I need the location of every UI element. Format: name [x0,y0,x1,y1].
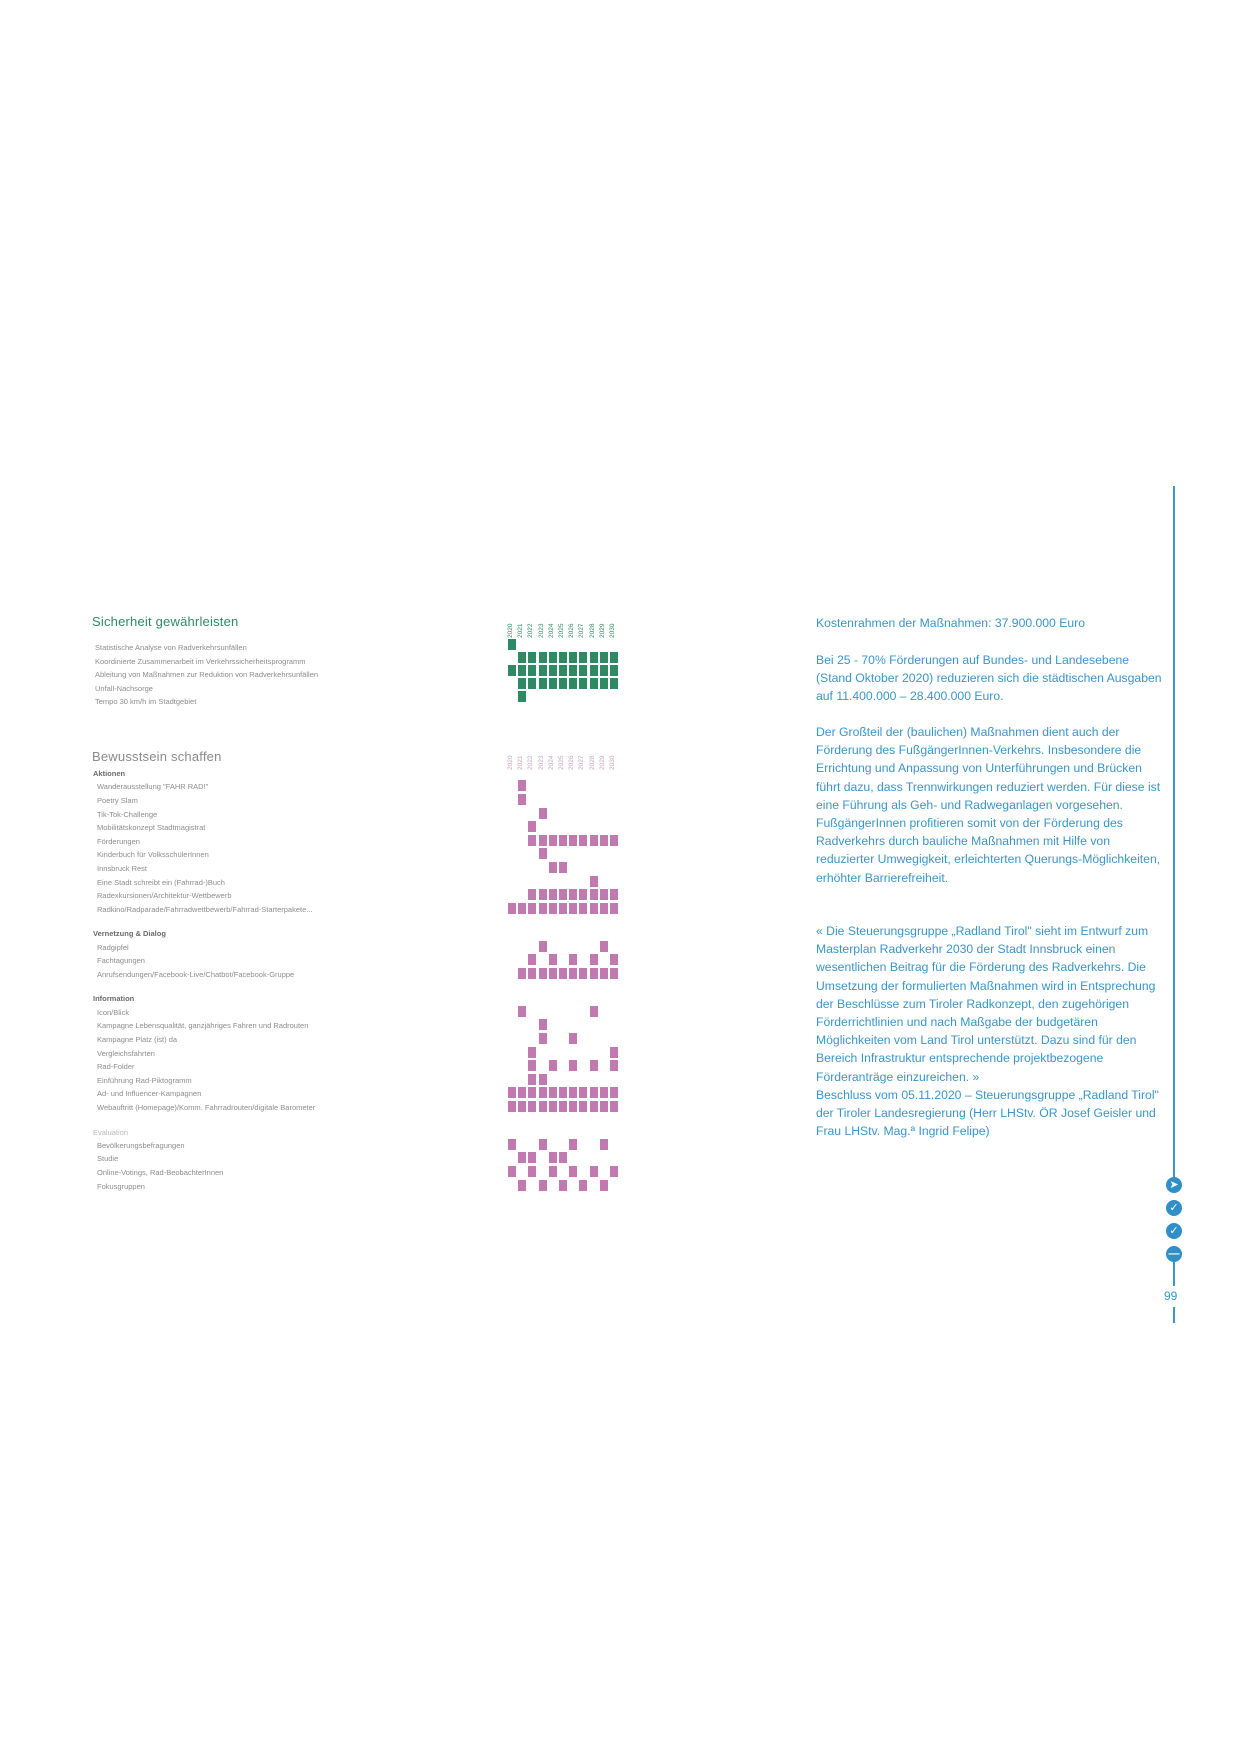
timeline-cell [610,954,618,965]
timeline-cell [549,1101,557,1112]
timeline-cell [549,1166,557,1177]
arrow-icon[interactable]: ➤ [1166,1177,1182,1193]
awareness-item: Radexkursionen/Architektur-Wettbewerb [97,891,232,901]
timeline-cell [590,968,598,979]
timeline-cell [579,1180,587,1191]
timeline-cell [559,678,567,689]
timeline-cell [569,665,577,676]
timeline-cell [590,876,598,887]
year-label: 2027 [578,623,586,638]
timeline-cell [549,903,557,914]
awareness-item: Webauftritt (Homepage)/Komm. Fahrradrouten/digitale Barometer [97,1102,316,1112]
timeline-cell [539,903,547,914]
year-label: 2024 [547,755,555,770]
timeline-cell [539,1087,547,1098]
timeline-cell [528,652,536,663]
timeline-cell [600,903,608,914]
timeline-cell [549,835,557,846]
timeline-cell [549,1060,557,1071]
awareness-item: Studie [97,1154,119,1164]
timeline-cell [508,1087,516,1098]
timeline-cell [518,794,526,805]
timeline-cell [559,889,567,900]
timeline-cell [539,1139,547,1150]
timeline-cell [528,835,536,846]
awareness-item: Vergleichsfahrten [97,1048,155,1058]
timeline-cell [518,1180,526,1191]
timeline-cell [518,780,526,791]
timeline-cell [528,1074,536,1085]
awareness-item: Fokusgruppen [97,1181,145,1191]
year-label: 2020 [507,623,514,638]
timeline-cell [549,652,557,663]
timeline-cell [518,1152,526,1163]
year-label: 2029 [598,755,606,770]
timeline-cell [508,639,516,650]
timeline-cell [559,652,567,663]
year-label: 2020 [507,755,514,770]
timeline-cell [579,1101,587,1112]
timeline-cell [539,808,547,819]
funding-paragraph [816,651,1166,706]
timeline-cell [549,954,557,965]
safety-item: Ableitung von Maßnahmen zur Reduktion von Radverkehrsunfällen [95,670,319,679]
timeline-cell [579,889,587,900]
timeline-cell [600,1087,608,1098]
awareness-group-label: Vernetzung & Dialog [93,929,166,939]
safety-item: Unfall-Nachsorge [95,683,153,693]
timeline-cell [569,652,577,663]
awareness-item: Tik-Tok-Challenge [97,809,158,819]
quote-text: « Die Steuerungsgruppe „Radland Tirol" sieht im Entwurf zum Masterplan Radverkehr 2030 der Stadt Innsbruck einen wesentlichen Beitrag für die Förderung des Radverkehrs. Die Umsetzung der formulierten Maßnahmen wird in Entsprechung der Beschlüsse zum Tiroler Radkonzept, den zugehörigen Förderrichtlinien und nach Maßgabe der budgetären Möglichkeiten vom Land Tirol unterstützt. Dazu sind für den Bereich Infrastruktur entsprechende projektbezogene Förderanträge einzureichen. » [816,924,1156,1084]
year-label: 2028 [588,623,596,638]
timeline-cell [600,889,608,900]
timeline-cell [549,889,557,900]
timeline-cell [518,1101,526,1112]
section-title-safety: Sicherheit gewährleisten [92,614,239,629]
sidebar-line-top [1173,486,1175,1178]
timeline-cell [610,1047,618,1058]
timeline-cell [508,1166,516,1177]
timeline-cell [559,903,567,914]
awareness-item: Mobilitätskonzept Stadtmagistrat [97,823,206,833]
check-icon[interactable]: ✓ [1166,1223,1182,1239]
awareness-item: Ad- und Influencer-Kampagnen [97,1089,202,1099]
timeline-cell [528,821,536,832]
timeline-cell [518,678,526,689]
timeline-cell [518,968,526,979]
timeline-cell [518,665,526,676]
timeline-cell [549,862,557,873]
timeline-cell [569,1166,577,1177]
awareness-item: Rad-Folder [97,1062,135,1072]
timeline-cell [539,835,547,846]
timeline-cell [569,954,577,965]
timeline-cell [610,968,618,979]
timeline-cell [590,954,598,965]
awareness-item: Icon/Blick [97,1007,130,1017]
timeline-cell [549,1087,557,1098]
timeline-cell [569,1033,577,1044]
timeline-cell [600,1101,608,1112]
timeline-cell [569,1101,577,1112]
awareness-group-label: Information [93,994,135,1004]
pedestrian-paragraph [816,723,1166,887]
timeline-cell [559,665,567,676]
timeline-cell [590,835,598,846]
timeline-cell [579,652,587,663]
timeline-cell [579,835,587,846]
minus-icon[interactable]: — [1166,1246,1182,1262]
timeline-cell [539,678,547,689]
timeline-cell [610,835,618,846]
cost-heading: Kostenrahmen der Maßnahmen: 37.900.000 Euro [816,616,1085,630]
timeline-cell [559,1101,567,1112]
timeline-cell [539,1180,547,1191]
timeline-cell [508,903,516,914]
timeline-cell [610,665,618,676]
awareness-item: Radgipfel [97,942,129,952]
timeline-cell [590,1166,598,1177]
timeline-cell [610,1087,618,1098]
awareness-group-label: Evaluation [93,1127,129,1137]
page-number: 99 [1164,1289,1178,1303]
year-label: 2022 [527,755,535,770]
timeline-cell [600,968,608,979]
timeline-cell [610,678,618,689]
timeline-cell [539,1033,547,1044]
timeline-cell [528,1152,536,1163]
timeline-cell [590,889,598,900]
awareness-item: Anrufsendungen/Facebook-Live/Chatbot/Facebook-Gruppe [97,969,295,979]
timeline-cell [569,1060,577,1071]
timeline-cell [549,665,557,676]
timeline-cell [590,1060,598,1071]
timeline-cell [590,1101,598,1112]
awareness-item: Wanderausstellung "FAHR RAD!" [97,782,209,792]
timeline-cell [569,903,577,914]
timeline-cell [569,1087,577,1098]
timeline-cell [579,665,587,676]
timeline-cell [528,665,536,676]
timeline-cell [600,678,608,689]
timeline-cell [539,1019,547,1030]
timeline-cell [579,678,587,689]
year-label: 2022 [527,623,535,638]
awareness-item: Kampagne Lebensqualität, ganzjähriges Fahren und Radrouten [97,1021,309,1031]
timeline-cell [610,889,618,900]
timeline-cell [518,691,526,702]
quote-source: Beschluss vom 05.11.2020 – Steuerungsgruppe „Radland Tirol" der Tiroler Landesregierung (Herr LHStv. ÖR Josef Geisler und Frau LHStv. Mag.ª Ingrid Felipe) [816,1087,1159,1139]
timeline-cell [518,1006,526,1017]
timeline-cell [610,1166,618,1177]
safety-item: Koordinierte Zusammenarbeit im Verkehrssicherheitsprogramm [95,656,306,666]
timeline-cell [590,903,598,914]
timeline-cell [528,954,536,965]
awareness-item: Poetry Slam [97,795,138,805]
safety-item: Tempo 30 km/h im Stadtgebiet [95,697,197,706]
year-label: 2023 [537,755,545,770]
quote-block [816,922,1166,1140]
awareness-item: Kampagne Platz (ist) da [97,1034,178,1044]
timeline-cell [600,652,608,663]
timeline-cell [539,665,547,676]
timeline-cell [539,652,547,663]
year-label: 2027 [578,755,586,770]
timeline-cell [579,1087,587,1098]
timeline-cell [539,848,547,859]
timeline-cell [579,968,587,979]
awareness-item: Eine Stadt schreibt ein (Fahrrad-)Buch [97,877,225,887]
year-label: 2029 [598,623,606,638]
awareness-item: Einführung Rad-Piktogramm [97,1075,192,1085]
timeline-cell [579,903,587,914]
safety-item: Statistische Analyse von Radverkehrsunfällen [95,643,247,652]
timeline-cell [528,903,536,914]
timeline-cell [528,1166,536,1177]
timeline-cell [600,665,608,676]
section-title-awareness: Bewusstsein schaffen [92,749,222,764]
timeline-cell [528,1060,536,1071]
timeline-cell [539,941,547,952]
timeline-cell [610,652,618,663]
year-label: 2025 [558,755,565,770]
timeline-cell [610,1060,618,1071]
timeline-cell [559,835,567,846]
awareness-item: Bevölkerungsbefragungen [97,1140,185,1150]
pedestrian-text: Der Großteil der (baulichen) Maßnahmen dient auch der Förderung des FußgängerInnen-Verkehrs. Insbesondere die Errichtung und Anpassung von Unterführungen und Brücken führt dazu, dass Trennwirkungen reduziert werden. Für diese ist eine Führung als Geh- und Radweganlagen vorgesehen. FußgängerInnen profitieren somit von der Förderung des Radverkehrs durch bauliche Maßnahmen mit Hilfe von reduzierter Umwegigkeit, erleichterten Querungs-Möglichkeiten, erhöhter Barrierefreiheit. [816,725,1161,885]
awareness-item: Online-Votings, Rad-BeobachterInnen [97,1168,224,1177]
sidebar-line-mid [1173,1262,1175,1286]
timeline-cell [518,652,526,663]
timeline-cell [539,1074,547,1085]
timeline-cell [569,889,577,900]
year-label: 2021 [517,755,525,770]
timeline-cell [508,1101,516,1112]
timeline-cell [528,678,536,689]
timeline-cell [600,1180,608,1191]
funding-text: Bei 25 - 70% Förderungen auf Bundes- und Landesebene (Stand Oktober 2020) reduzieren sich die städtischen Ausgaben auf 11.400.000 – 28.400.000 Euro. [816,653,1162,704]
timeline-cell [569,678,577,689]
awareness-item: Fachtagungen [97,956,145,966]
timeline-cell [569,835,577,846]
timeline-cell [590,678,598,689]
timeline-cell [559,968,567,979]
year-label: 2025 [558,623,565,638]
year-label: 2026 [568,755,576,770]
year-label: 2024 [547,623,555,638]
year-label: 2030 [609,623,616,638]
timeline-cell [508,665,516,676]
sidebar-line-bottom [1173,1307,1175,1323]
timeline-cell [518,903,526,914]
year-label: 2028 [588,755,596,770]
timeline-cell [559,1087,567,1098]
timeline-cell [600,1139,608,1150]
awareness-group-label: Aktionen [93,769,126,778]
timeline-cell [590,665,598,676]
timeline-cell [559,862,567,873]
timeline-cell [600,835,608,846]
timeline-cell [528,889,536,900]
year-label: 2026 [568,623,576,638]
year-label: 2021 [517,623,525,638]
timeline-cell [508,1139,516,1150]
timeline-cell [539,1101,547,1112]
timeline-cell [590,1006,598,1017]
timeline-cell [539,889,547,900]
cost-frame [816,614,1166,632]
check-icon[interactable]: ✓ [1166,1200,1182,1216]
timeline-cell [569,968,577,979]
timeline-cell [528,1047,536,1058]
timeline-cell [528,1101,536,1112]
awareness-item: Förderungen [97,836,140,846]
timeline-cell [549,678,557,689]
timeline-cell [610,903,618,914]
timeline-cell [518,1087,526,1098]
timeline-cell [569,1139,577,1150]
timeline-cell [549,968,557,979]
timeline-cell [528,1087,536,1098]
timeline-cell [590,1087,598,1098]
timeline-cell [559,1152,567,1163]
timeline-cell [610,1101,618,1112]
timeline-cell [590,652,598,663]
year-label: 2023 [537,623,545,638]
timeline-cell [600,941,608,952]
year-label: 2030 [609,755,616,770]
timeline-cell [549,1152,557,1163]
timeline-cell [559,1180,567,1191]
timeline-cell [528,968,536,979]
awareness-item: Kinderbuch für VolksschülerInnen [97,850,209,860]
awareness-item: Innsbruck Rest [97,863,148,873]
awareness-item: Radkino/Radparade/Fahrradwettbewerb/Fahrrad-Starterpakete... [97,904,313,914]
timeline-cell [539,968,547,979]
